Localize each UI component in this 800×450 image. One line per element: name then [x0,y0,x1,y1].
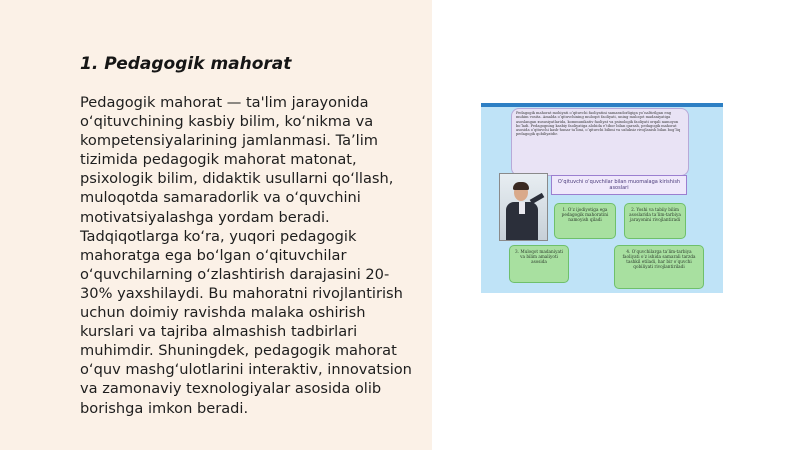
paragraph-line: muloqotda samaradorlik va o‘quvchini [80,189,361,207]
section-heading: 1. Pedagogik mahorat [80,54,292,74]
paragraph-line: psixologik bilim, didaktik usullarni qo‘llash, [80,170,394,188]
paragraph-line: mahoratga ega bo‘lgan o‘qituvchilar [80,246,347,264]
paragraph-line: o‘qituvchining kasbiy bilim, ko‘nikma va [80,113,374,131]
paragraph-line: borishga imkon beradi. [80,399,249,417]
paragraph-line: muhimdir. Shuningdek, pedagogik mahorat [80,342,397,360]
paragraph-line: o‘quvchilarning o‘zlashtirish darajasini 20- [80,265,390,283]
slide-intro-textbox: Pedagogik mahorat mohiyati o‘qituvchi faoliyatini samaradorligiga yo‘naltirilgan eng muhim vosita. Amalda o‘qituvchining muloqot faoliyati, uning muloqot madaniyatiga asoslangan xususiyatlarida, kommunikativ faoliyat va psixologik faoliyati orqali namoyon bo‘ladi. Pedagogning kasbiy faoliyatiga alohida e‘tibor bilan qarash, pedagogik mahorat asosida o‘qituvchi kasb-hunar ta‘limi, o‘qituvchi bilimi va uzluksiz rivojlanish bilan bog‘liq pedagogik qobiliyatdir. [511,108,689,176]
paragraph-line: kompetensiyalarining jamlanmasi. Ta’lim [80,132,378,150]
paragraph-line: 30% yaxshilaydi. Bu mahoratni rivojlantirish [80,284,403,302]
slide-box-3: 3. Muloqot madaniyati va bilim amaliyoti asosida [509,245,569,283]
paragraph-line: Pedagogik mahorat — ta'lim jarayonida [80,94,369,111]
teacher-photo [499,173,548,241]
slide-banner: O‘qituvchi o‘quvchilar bilan muomalaga kirishish asoslari [551,175,687,195]
slide-box-4: 4. O‘quvchilarga ta‘lim-tarbiya faoliyati o‘z ishida samarali tarzda tashkil etiladi, har bir o‘quvchi qobiliyati rivojlantiriladi [614,245,704,289]
paragraph-line: kurslari va tajriba almashish tadbirlari [80,323,358,341]
paragraph-line: motivatsiyalashga yordam beradi. [80,208,330,226]
paragraph-line: Tadqiqotlarga ko‘ra, yuqori pedagogik [80,227,357,245]
paragraph-line: tizimida pedagogik mahorat matonat, [80,151,357,169]
slide-box-2: 2. Yoshi va tabiiy bilim asoslarida ta‘lim-tarbiya jarayonini rivojlantiradi [624,203,686,239]
slide-box-1: 1. O‘z ijodiyotiga ega pedagogik mahoratini namoyish qiladi [554,203,616,239]
body-paragraph [80,93,420,418]
paragraph-line: va zamonaviy texnologiyalar asosida olib [80,380,382,398]
paragraph-line: o‘quv mashg‘ulotlarini interaktiv, innovatsion [80,361,412,379]
paragraph-line: uchun doimiy ravishda malaka oshirish [80,304,366,322]
slide-image [481,103,723,293]
